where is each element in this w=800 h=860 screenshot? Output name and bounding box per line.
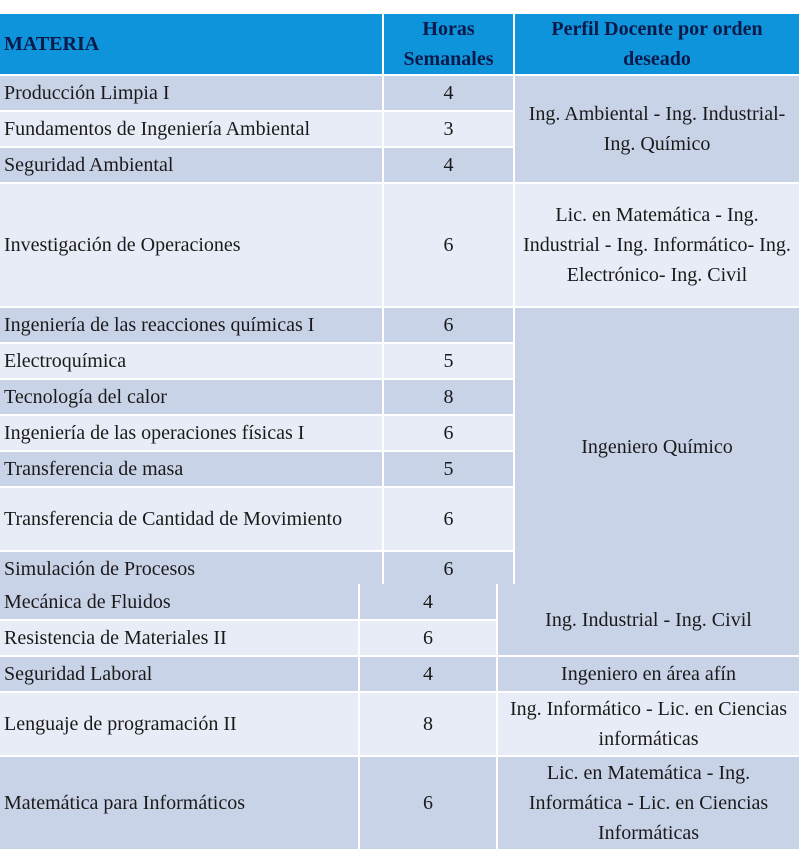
table-row xyxy=(0,584,800,620)
materia-cell: Tecnología del calor xyxy=(0,379,383,415)
materia-cell: Investigación de Operaciones xyxy=(0,183,383,307)
horas-cell: 8 xyxy=(383,379,514,415)
horas-cell: 5 xyxy=(383,343,514,379)
perfil-cell: Lic. en Matemática - Ing. Informática - Lic. en Ciencias Informáticas xyxy=(497,756,800,850)
table-row xyxy=(0,75,800,111)
perfil-cell: Ing. Informático - Lic. en Ciencias informáticas xyxy=(497,692,800,756)
materia-cell: Mecánica de Fluidos xyxy=(0,584,359,620)
perfil-cell: Ing. Industrial - Ing. Civil xyxy=(497,584,800,656)
header-horas: Horas Semanales xyxy=(383,14,514,75)
materia-cell: Ingeniería de las operaciones físicas I xyxy=(0,415,383,451)
materia-cell: Producción Limpia I xyxy=(0,75,383,111)
materia-cell: Fundamentos de Ingeniería Ambiental xyxy=(0,111,383,147)
table-row xyxy=(0,307,800,343)
materia-cell: Transferencia de masa xyxy=(0,451,383,487)
horas-cell: 5 xyxy=(383,451,514,487)
table-row xyxy=(0,692,800,756)
horas-cell: 8 xyxy=(359,692,497,756)
materia-cell: Resistencia de Materiales II xyxy=(0,620,359,656)
horas-cell: 6 xyxy=(359,756,497,850)
horas-cell: 6 xyxy=(383,487,514,551)
perfil-cell: Lic. en Matemática - Ing. Industrial - Ing. Informático- Ing. Electrónico- Ing. Civil xyxy=(514,183,800,307)
materia-cell: Matemática para Informáticos xyxy=(0,756,359,850)
horas-cell: 4 xyxy=(359,656,497,692)
horas-cell: 4 xyxy=(359,584,497,620)
header-row xyxy=(0,14,800,75)
top-margin xyxy=(0,0,800,14)
horas-cell: 6 xyxy=(383,551,514,587)
header-materia: MATERIA xyxy=(0,14,383,75)
horas-cell: 3 xyxy=(383,111,514,147)
horas-cell: 4 xyxy=(383,147,514,183)
subjects-table-top xyxy=(0,14,800,588)
table-row xyxy=(0,756,800,850)
materia-cell: Transferencia de Cantidad de Movimiento xyxy=(0,487,383,551)
table-row xyxy=(0,183,800,307)
materia-cell: Seguridad Ambiental xyxy=(0,147,383,183)
horas-cell: 4 xyxy=(383,75,514,111)
horas-cell: 6 xyxy=(383,307,514,343)
materia-cell: Seguridad Laboral xyxy=(0,656,359,692)
horas-cell: 6 xyxy=(383,415,514,451)
materia-cell: Lenguaje de programación II xyxy=(0,692,359,756)
materia-cell: Ingeniería de las reacciones químicas I xyxy=(0,307,383,343)
horas-cell: 6 xyxy=(359,620,497,656)
perfil-cell: Ingeniero en área afín xyxy=(497,656,800,692)
perfil-cell: Ing. Ambiental - Ing. Industrial- Ing. Químico xyxy=(514,75,800,183)
table-row xyxy=(0,656,800,692)
header-perfil: Perfil Docente por orden deseado xyxy=(514,14,800,75)
materia-cell: Electroquímica xyxy=(0,343,383,379)
perfil-cell: Ingeniero Químico xyxy=(514,307,800,587)
materia-cell: Simulación de Procesos xyxy=(0,551,383,587)
horas-cell: 6 xyxy=(383,183,514,307)
subjects-table-bottom xyxy=(0,584,800,851)
